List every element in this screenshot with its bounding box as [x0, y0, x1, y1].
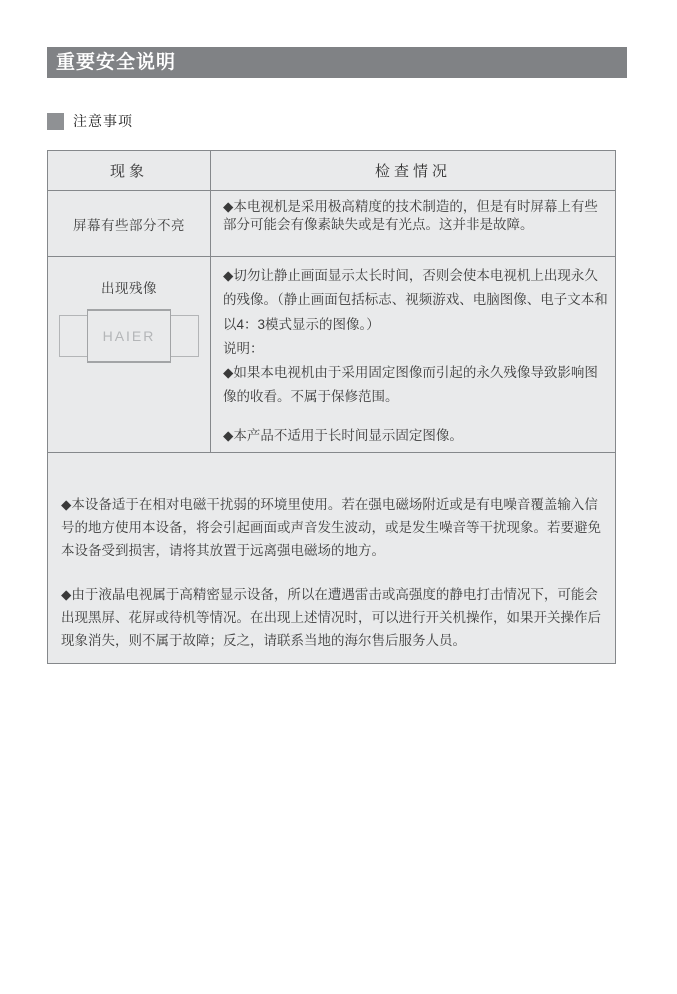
phenomenon-label-residual-image: 出现残像 [101, 281, 157, 296]
note-paragraph: ◆由于液晶电视属于高精密显示设备，所以在遭遇雷击或高强度的静电打击情况下，可能会出现黑屏、花屏或待机等情况。在出现上述情况时，可以进行开关机操作，如果开关操作后现象消失，则不属于故障；反之，请联系当地的海尔售后服务人员。 [61, 586, 601, 648]
check-paragraph: ◆切勿让静止画面显示太长时间，否则会使本电视机上出现永久的残像。（静止画面包括标志、视频游戏、电脑图像、电子文本和以4：3模式显示的图像。） [223, 268, 608, 332]
residual-image-illustration [59, 309, 199, 363]
general-notes-cell [48, 453, 616, 664]
phenomenon-cell-residual-image [48, 257, 211, 453]
table-header-row [48, 151, 616, 191]
check-paragraph: ◆本电视机是采用极高精度的技术制造的，但是有时屏幕上有些部分可能会有像素缺失或是有光点。这并非是故障。 [223, 199, 598, 232]
note-paragraph: ◆本设备适于在相对电磁干扰弱的环境里使用。若在强电磁场附近或是有电噪音覆盖输入信号的地方使用本设备，将会引起画面或声音发生波动，或是发生噪音等干扰现象。若要避免本设备受到损害，请将其放置于远离强电磁场的地方。 [61, 497, 601, 558]
section-heading-label: 注意事项 [73, 113, 133, 129]
page-title: 重要安全说明 [47, 47, 627, 78]
table-row [48, 191, 616, 257]
check-paragraph: 说明： [223, 340, 264, 356]
table-note-row [48, 453, 616, 664]
residual-logo-box [87, 309, 171, 363]
check-paragraph: ◆本产品不适用于长时间显示固定图像。 [223, 427, 463, 443]
section-heading [47, 111, 133, 131]
table-row [48, 257, 616, 453]
check-paragraph: ◆如果本电视机由于采用固定图像而引起的永久残像导致影响图像的收看。不属于保修范围。 [223, 365, 598, 405]
column-header-check: 检查情况 [211, 151, 616, 191]
column-header-phenomenon: 现象 [48, 151, 211, 191]
haier-logo-text: HAIER [102, 328, 156, 344]
section-bullet-square-icon [47, 113, 64, 130]
check-text-cell [211, 257, 616, 453]
check-text-cell [211, 191, 616, 257]
phenomenon-label-dark-pixels: 屏幕有些部分不亮 [48, 191, 211, 257]
precautions-table [47, 150, 616, 664]
